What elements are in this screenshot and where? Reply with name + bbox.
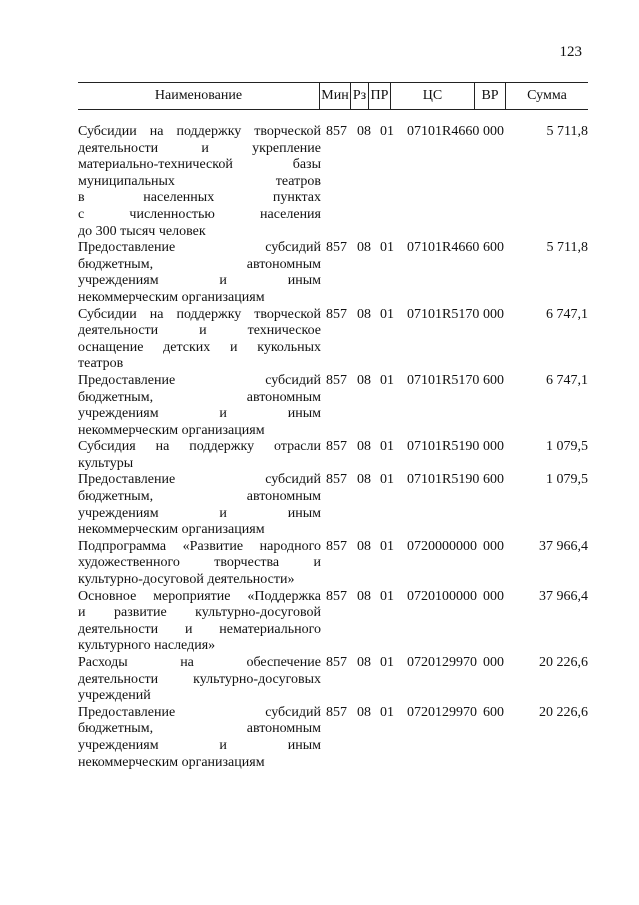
row-name-line: Субсидии на поддержку творческой	[78, 124, 321, 139]
row-sum: 6 747,1	[546, 306, 588, 322]
row-min: 857	[326, 472, 347, 488]
row-name-line: оснащение детских и кукольных	[78, 339, 321, 355]
row-name-line: Расходы на обеспечение	[78, 655, 321, 670]
row-cs: 0720129970	[407, 655, 477, 670]
row-name-line: до 300 тысяч человек	[78, 223, 206, 239]
row-min: 857	[326, 240, 347, 256]
table-row	[78, 655, 588, 705]
row-rz: 08	[357, 372, 371, 388]
budget-table	[78, 82, 588, 771]
row-vr: 600	[483, 240, 504, 256]
row-name-line: муниципальных театров	[78, 173, 321, 189]
row-name-line: учреждениям и иным	[78, 737, 321, 753]
row-name-line: Субсидия на поддержку отрасли	[78, 439, 321, 455]
row-cs: 07101R5170	[407, 306, 480, 322]
row-rz: 08	[357, 704, 371, 720]
row-cs: 07101R4660	[407, 124, 480, 139]
row-rz: 08	[357, 439, 371, 455]
table-header	[78, 82, 588, 110]
row-pr: 01	[380, 538, 394, 554]
row-name-line: художественного творчества и	[78, 555, 321, 571]
row-name-line: учреждениям и иным	[78, 406, 321, 422]
row-rz: 08	[357, 588, 371, 604]
row-cs: 07101R5190	[407, 439, 480, 455]
row-name-line: культурно-досуговой деятельности»	[78, 572, 295, 588]
row-vr: 600	[483, 372, 504, 388]
row-min: 857	[326, 588, 347, 604]
row-name-line: бюджетным, автономным	[78, 489, 321, 505]
row-sum: 6 747,1	[546, 372, 588, 388]
row-name	[78, 124, 321, 240]
row-cs: 07101R4660	[407, 240, 480, 256]
row-rz: 08	[357, 306, 371, 322]
row-name-line: материально-технической базы	[78, 157, 321, 173]
row-sum: 20 226,6	[539, 704, 588, 720]
header-pr: ПР	[369, 83, 391, 109]
row-min: 857	[326, 124, 347, 139]
row-name-line: Предоставление субсидий	[78, 472, 321, 488]
row-name-line: с численностью населения	[78, 206, 321, 222]
page-number: 123	[559, 44, 582, 60]
row-name-line: учреждениям и иным	[78, 273, 321, 289]
row-min: 857	[326, 306, 347, 322]
row-name-line: Предоставление субсидий	[78, 372, 321, 388]
row-vr: 000	[483, 124, 504, 139]
row-pr: 01	[380, 306, 394, 322]
table-row	[78, 705, 588, 771]
table-row	[78, 539, 588, 589]
row-sum: 1 079,5	[546, 472, 588, 488]
row-vr: 600	[483, 704, 504, 720]
row-name-line: деятельности и техническое	[78, 323, 321, 339]
row-cs: 0720100000	[407, 588, 477, 604]
header-min: Мин	[320, 83, 351, 109]
row-cs: 07101R5170	[407, 372, 480, 388]
row-cs: 07101R5190	[407, 472, 480, 488]
row-name-line: культурного наследия»	[78, 638, 216, 654]
row-pr: 01	[380, 655, 394, 670]
row-name-line: некоммерческим организациям	[78, 289, 265, 305]
row-min: 857	[326, 372, 347, 388]
row-cs: 0720129970	[407, 704, 477, 720]
row-pr: 01	[380, 704, 394, 720]
row-name-line: некоммерческим организациям	[78, 422, 265, 438]
row-name-line: бюджетным, автономным	[78, 256, 321, 272]
row-rz: 08	[357, 240, 371, 256]
row-name-line: театров	[78, 356, 124, 372]
row-rz: 08	[357, 538, 371, 554]
row-sum: 5 711,8	[546, 240, 588, 256]
row-sum: 37 966,4	[539, 538, 588, 554]
header-name: Наименование	[78, 83, 320, 109]
row-min: 857	[326, 439, 347, 455]
row-pr: 01	[380, 124, 394, 139]
table-row	[78, 307, 588, 373]
row-vr: 000	[483, 306, 504, 322]
row-vr: 000	[483, 439, 504, 455]
row-min: 857	[326, 655, 347, 670]
row-name-line: в населенных пунктах	[78, 190, 321, 206]
row-name-line: учреждений	[78, 688, 151, 704]
row-rz: 08	[357, 655, 371, 670]
header-vr: ВР	[475, 83, 506, 109]
row-name	[78, 655, 321, 705]
row-name	[78, 307, 321, 373]
row-name-line: Предоставление субсидий	[78, 240, 321, 256]
table-row	[78, 124, 588, 240]
row-min: 857	[326, 538, 347, 554]
row-name-line: некоммерческим организациям	[78, 522, 265, 538]
header-rz: Рз	[351, 83, 369, 109]
row-rz: 08	[357, 124, 371, 139]
row-name-line: и развитие культурно-досуговой	[78, 605, 321, 621]
row-name	[78, 373, 321, 439]
row-name-line: деятельности и нематериального	[78, 621, 321, 637]
row-pr: 01	[380, 588, 394, 604]
row-pr: 01	[380, 472, 394, 488]
table-row	[78, 472, 588, 538]
row-vr: 000	[483, 588, 504, 604]
row-min: 857	[326, 704, 347, 720]
row-vr: 600	[483, 472, 504, 488]
row-name	[78, 472, 321, 538]
table-row	[78, 589, 588, 655]
row-name-line: Предоставление субсидий	[78, 704, 321, 720]
row-name	[78, 439, 321, 472]
row-vr: 000	[483, 655, 504, 670]
row-name	[78, 539, 321, 589]
table-row	[78, 439, 588, 472]
row-pr: 01	[380, 240, 394, 256]
row-name-line: бюджетным, автономным	[78, 389, 321, 405]
row-name-line: культуры	[78, 455, 134, 471]
row-cs: 0720000000	[407, 538, 477, 554]
row-name	[78, 589, 321, 655]
row-rz: 08	[357, 472, 371, 488]
row-pr: 01	[380, 372, 394, 388]
row-name-line: некоммерческим организациям	[78, 754, 265, 770]
row-name-line: бюджетным, автономным	[78, 721, 321, 737]
table-body	[78, 124, 588, 771]
header-cs: ЦС	[391, 83, 475, 109]
row-name-line: деятельности культурно-досуговых	[78, 671, 321, 687]
row-name	[78, 705, 321, 771]
row-name-line: Подпрограмма «Развитие народного	[78, 538, 321, 554]
row-name-line: Основное мероприятие «Поддержка	[78, 588, 321, 604]
row-name-line: деятельности и укрепление	[78, 140, 321, 156]
row-vr: 000	[483, 538, 504, 554]
table-row	[78, 240, 588, 306]
row-sum: 1 079,5	[546, 439, 588, 455]
table-row	[78, 373, 588, 439]
header-sum: Сумма	[527, 88, 567, 103]
row-sum: 37 966,4	[539, 588, 588, 604]
row-name-line: Субсидии на поддержку творческой	[78, 306, 321, 322]
row-pr: 01	[380, 439, 394, 455]
row-name-line: учреждениям и иным	[78, 505, 321, 521]
row-sum: 20 226,6	[539, 655, 588, 670]
row-name	[78, 240, 321, 306]
row-sum: 5 711,8	[546, 124, 588, 139]
